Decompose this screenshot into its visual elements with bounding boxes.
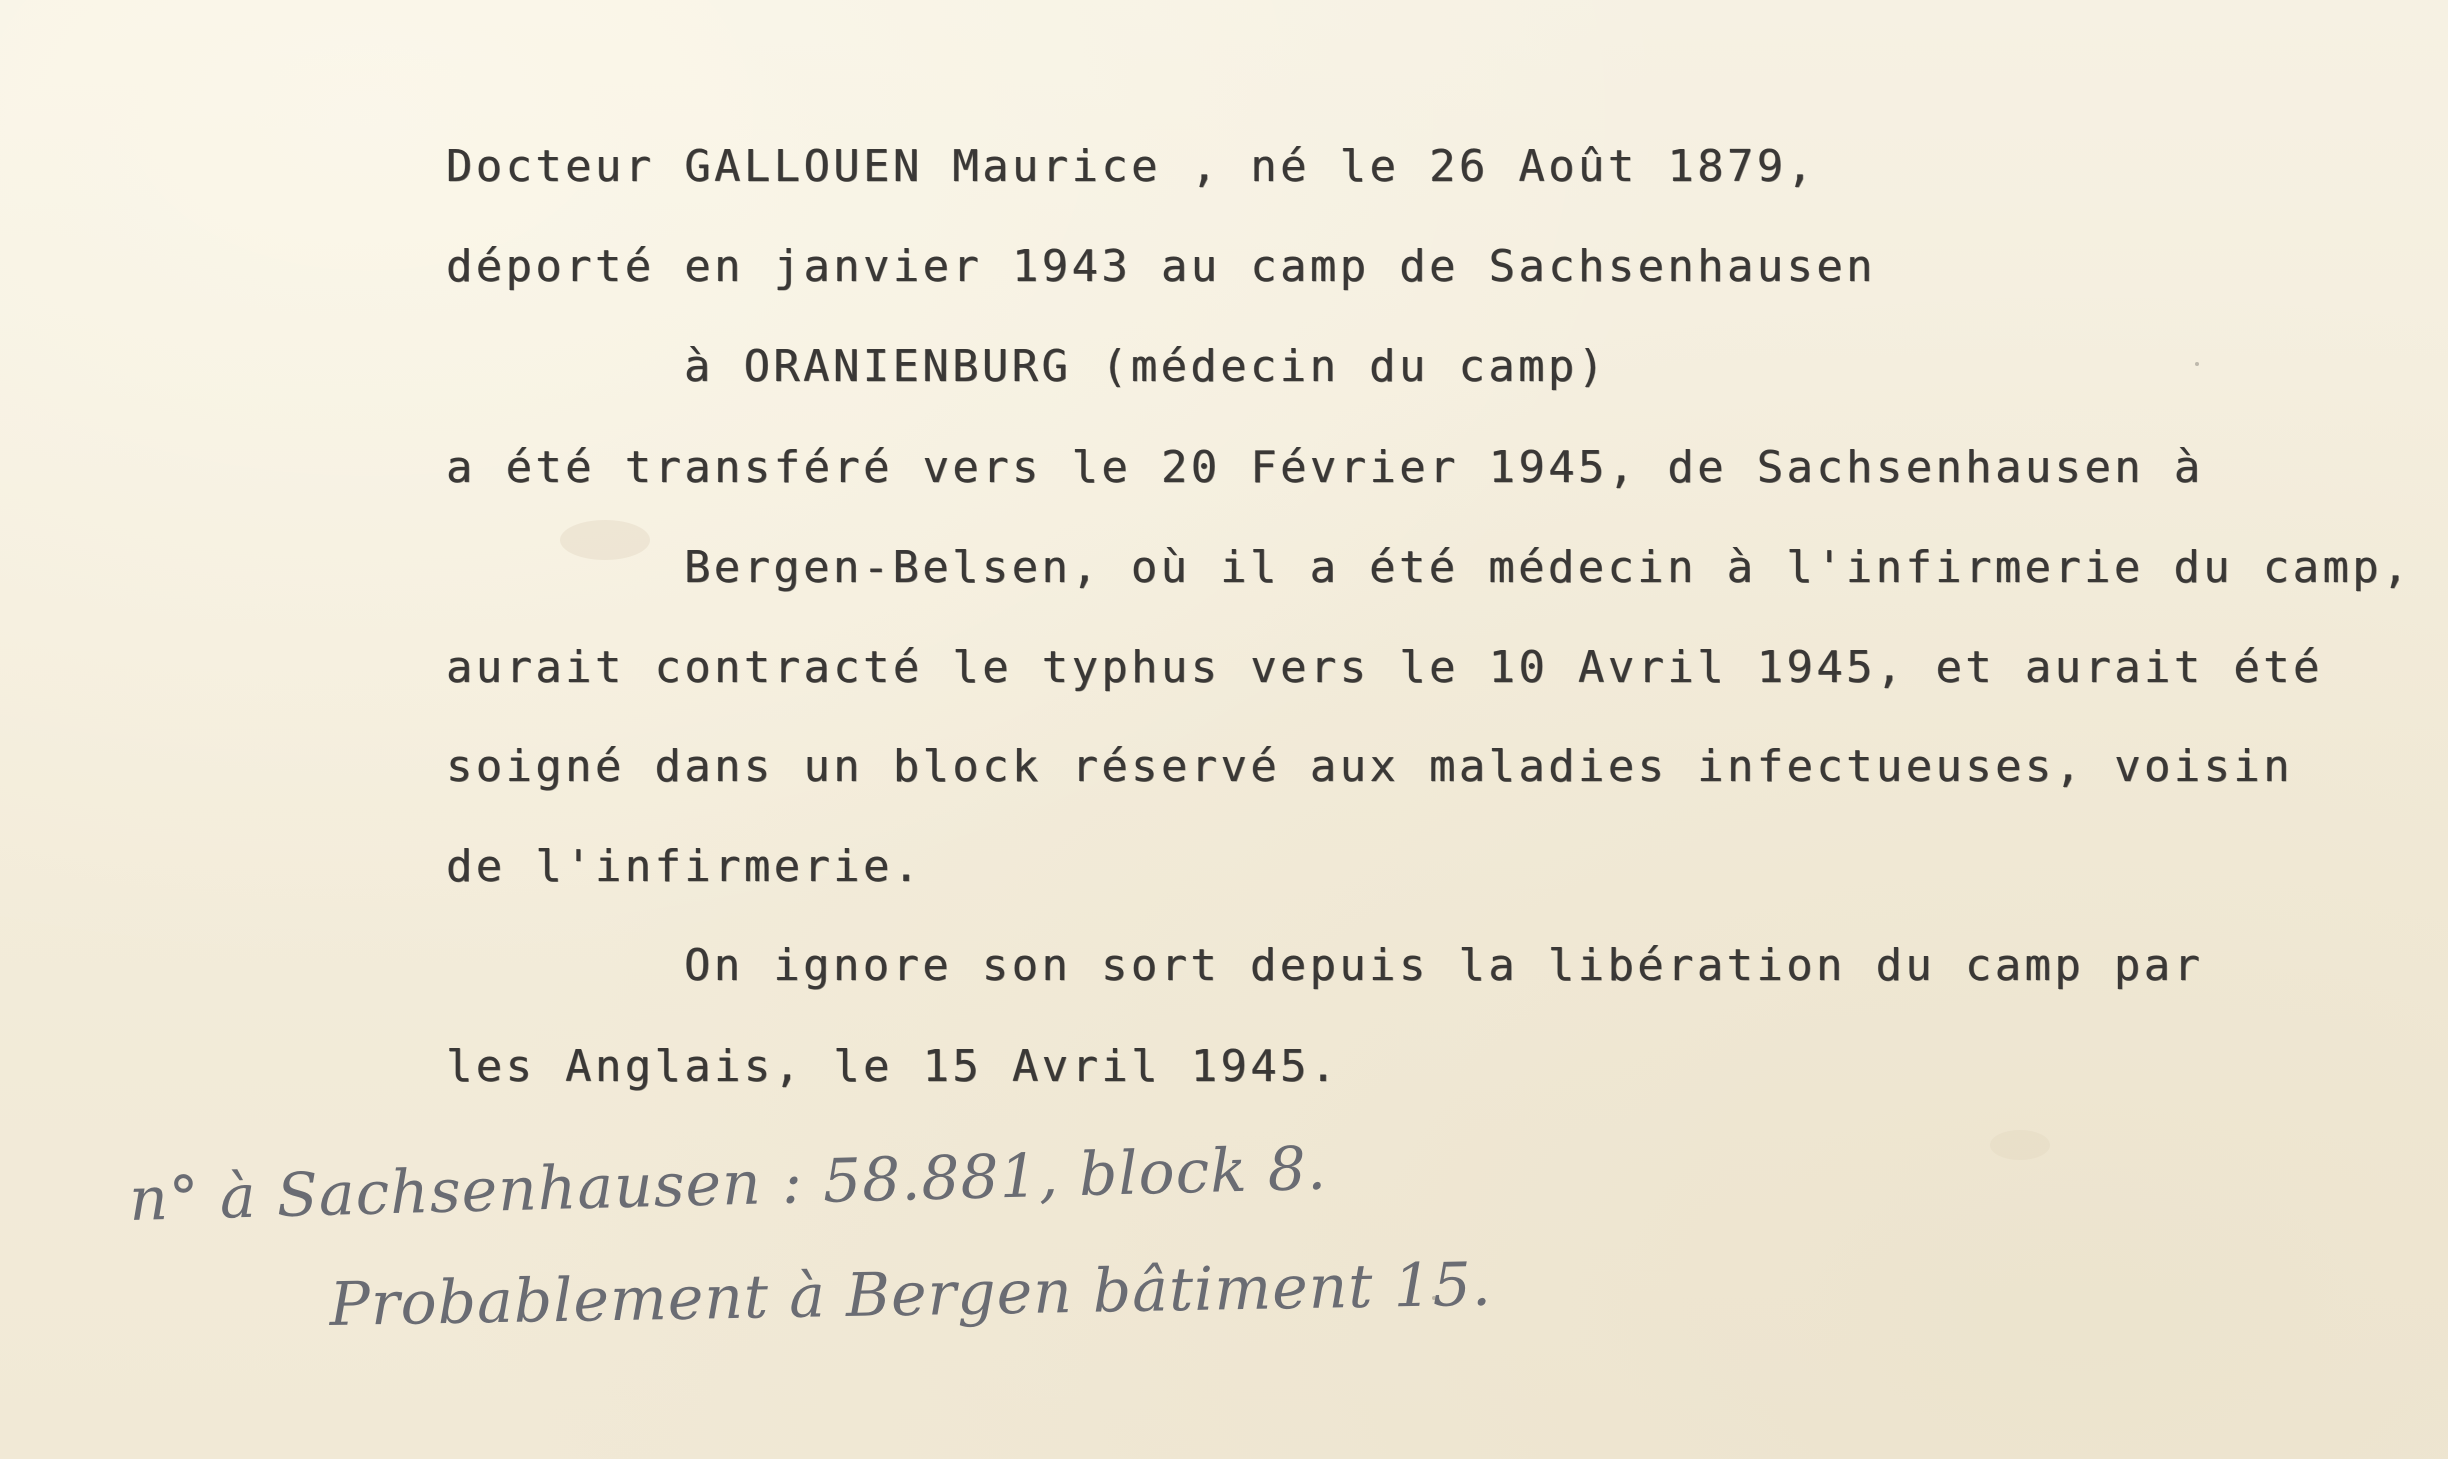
letter-line-8: de l'infirmerie. <box>446 841 923 892</box>
handwritten-note-bergen-building: Probablement à Bergen bâtiment 15. <box>328 1249 1493 1340</box>
paper-speck <box>2195 362 2199 366</box>
letter-line-3: à ORANIENBURG (médecin du camp) <box>684 341 1608 392</box>
letter-line-2: déporté en janvier 1943 au camp de Sachsenhausen <box>446 241 1876 292</box>
letter-line-1: Docteur GALLOUEN Maurice , né le 26 Août 1879, <box>446 141 1817 192</box>
letter-line-6: aurait contracté le typhus vers le 10 Avril 1945, et aurait été <box>446 642 2323 693</box>
letter-line-5: Bergen-Belsen, où il a été médecin à l'infirmerie du camp, <box>684 542 2412 593</box>
letter-line-4: a été transféré vers le 20 Février 1945, de Sachsenhausen à <box>446 442 2204 493</box>
paper-stain <box>560 520 650 560</box>
letter-line-7: soigné dans un block réservé aux maladies infectueuses, voisin <box>446 741 2293 792</box>
letter-line-10: les Anglais, le 15 Avril 1945. <box>446 1041 1340 1092</box>
handwritten-note-prisoner-number: n° à Sachsenhausen : 58.881, block 8. <box>128 1133 1328 1235</box>
paper-stain <box>1990 1130 2050 1160</box>
letter-line-9: On ignore son sort depuis la libération du camp par <box>684 940 2204 991</box>
